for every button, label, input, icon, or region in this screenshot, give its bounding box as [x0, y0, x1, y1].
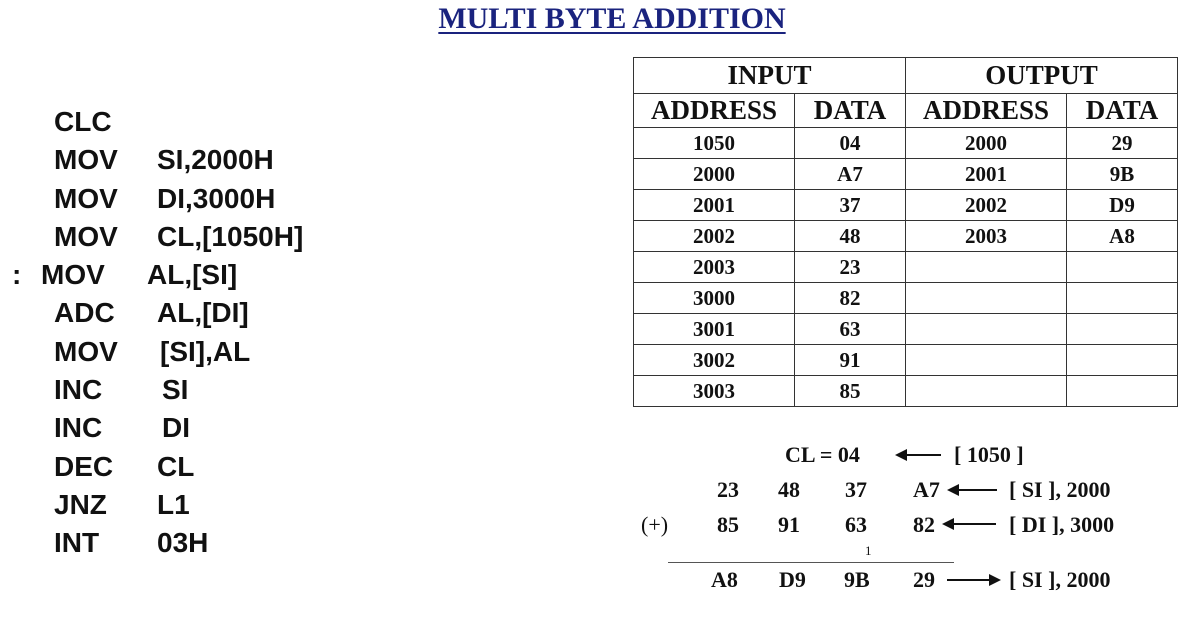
arrow-right-icon [947, 579, 999, 581]
cell: 2001 [906, 159, 1067, 190]
carry-digit: 1 [865, 543, 872, 558]
table-row [634, 221, 1178, 252]
table-row [634, 345, 1178, 376]
addition-worksheet [600, 430, 1200, 630]
cell: 48 [795, 221, 906, 252]
cell: 2003 [634, 252, 795, 283]
cell: 37 [795, 190, 906, 221]
result-byte: D9 [779, 567, 806, 592]
cell: 23 [795, 252, 906, 283]
row2-byte: 91 [778, 512, 800, 537]
table-row [634, 252, 1178, 283]
code-operand: SI,2000H [157, 144, 274, 176]
row2-byte: 63 [845, 512, 867, 537]
cell: D9 [1067, 190, 1178, 221]
arrow-left-icon [897, 454, 941, 456]
sum-line [668, 562, 954, 563]
code-opcode: DEC [54, 450, 114, 482]
code-opcode: JNZ [54, 488, 107, 520]
cell [1067, 345, 1178, 376]
result-byte: 29 [913, 567, 935, 592]
code-operand: CL [157, 450, 195, 482]
cell: 63 [795, 314, 906, 345]
cell: 3000 [634, 283, 795, 314]
row1-source: [ SI ], 2000 [1009, 477, 1111, 502]
code-operand: L1 [157, 488, 190, 520]
cell [906, 252, 1067, 283]
cell: 1050 [634, 128, 795, 159]
cell: A8 [1067, 221, 1178, 252]
cell: 3001 [634, 314, 795, 345]
col-output-data: DATA [1067, 94, 1178, 128]
col-input-address: ADDRESS [634, 94, 795, 128]
code-opcode: CLC [54, 106, 112, 137]
cell [1067, 376, 1178, 407]
table-row [634, 283, 1178, 314]
arrow-left-icon [949, 489, 997, 491]
plus-sign: (+) [641, 512, 669, 537]
code-operand: AL,[SI] [147, 259, 238, 291]
row1-byte: 23 [717, 477, 739, 502]
cl-source: [ 1050 ] [954, 442, 1024, 467]
result-byte: 9B [844, 567, 870, 592]
cell: 2002 [906, 190, 1067, 221]
cell: 04 [795, 128, 906, 159]
result-destination: [ SI ], 2000 [1009, 567, 1111, 592]
code-label: : [12, 259, 22, 291]
code-opcode: INC [54, 374, 103, 406]
page-title: MULTI BYTE ADDITION [438, 2, 786, 35]
cell: 2002 [634, 221, 795, 252]
cell: 9B [1067, 159, 1178, 190]
table-row [634, 190, 1178, 221]
table-row [634, 159, 1178, 190]
arrow-left-icon [944, 523, 996, 525]
table-subheader-row [634, 94, 1178, 128]
code-opcode: INC [54, 412, 103, 444]
code-operand: AL,[DI] [157, 297, 249, 329]
io-table [633, 57, 1178, 407]
cell [906, 283, 1067, 314]
row1-byte: 48 [778, 477, 800, 502]
row2-byte: 85 [717, 512, 739, 537]
row1-byte: A7 [913, 477, 940, 502]
cell [1067, 314, 1178, 345]
table-header-row [634, 58, 1178, 94]
code-operand: DI [162, 412, 190, 444]
cell [1067, 252, 1178, 283]
cell: 2003 [906, 221, 1067, 252]
code-opcode: MOV [54, 144, 118, 176]
code-operand: CL,[1050H] [157, 220, 304, 252]
cell: 3003 [634, 376, 795, 407]
row2-source: [ DI ], 3000 [1009, 512, 1115, 537]
cell: 3002 [634, 345, 795, 376]
col-output-address: ADDRESS [906, 94, 1067, 128]
table-row [634, 376, 1178, 407]
cell: 85 [795, 376, 906, 407]
row2-byte: 82 [913, 512, 935, 537]
code-opcode: MOV [54, 220, 118, 252]
code-opcode: MOV [54, 335, 118, 367]
cell: 2000 [906, 128, 1067, 159]
code-opcode: ADC [54, 297, 115, 329]
input-header: INPUT [634, 58, 906, 94]
code-operand: DI,3000H [157, 182, 276, 214]
cell: 82 [795, 283, 906, 314]
cell [1067, 283, 1178, 314]
table-row [634, 314, 1178, 345]
code-operand: 03H [157, 527, 209, 559]
cl-value: CL = 04 [785, 442, 860, 467]
col-input-data: DATA [795, 94, 906, 128]
cell: 2000 [634, 159, 795, 190]
cell [906, 345, 1067, 376]
cell: 29 [1067, 128, 1178, 159]
code-opcode: MOV [54, 182, 118, 214]
table-row [634, 128, 1178, 159]
cell [906, 314, 1067, 345]
cell: A7 [795, 159, 906, 190]
result-byte: A8 [711, 567, 738, 592]
code-opcode: INT [54, 527, 100, 559]
code-operand: [SI],AL [160, 335, 251, 367]
row1-byte: 37 [845, 477, 867, 502]
code-opcode: MOV [41, 259, 105, 291]
cell: 91 [795, 345, 906, 376]
cell [906, 376, 1067, 407]
code-operand: SI [162, 374, 189, 406]
cell: 2001 [634, 190, 795, 221]
output-header: OUTPUT [906, 58, 1178, 94]
